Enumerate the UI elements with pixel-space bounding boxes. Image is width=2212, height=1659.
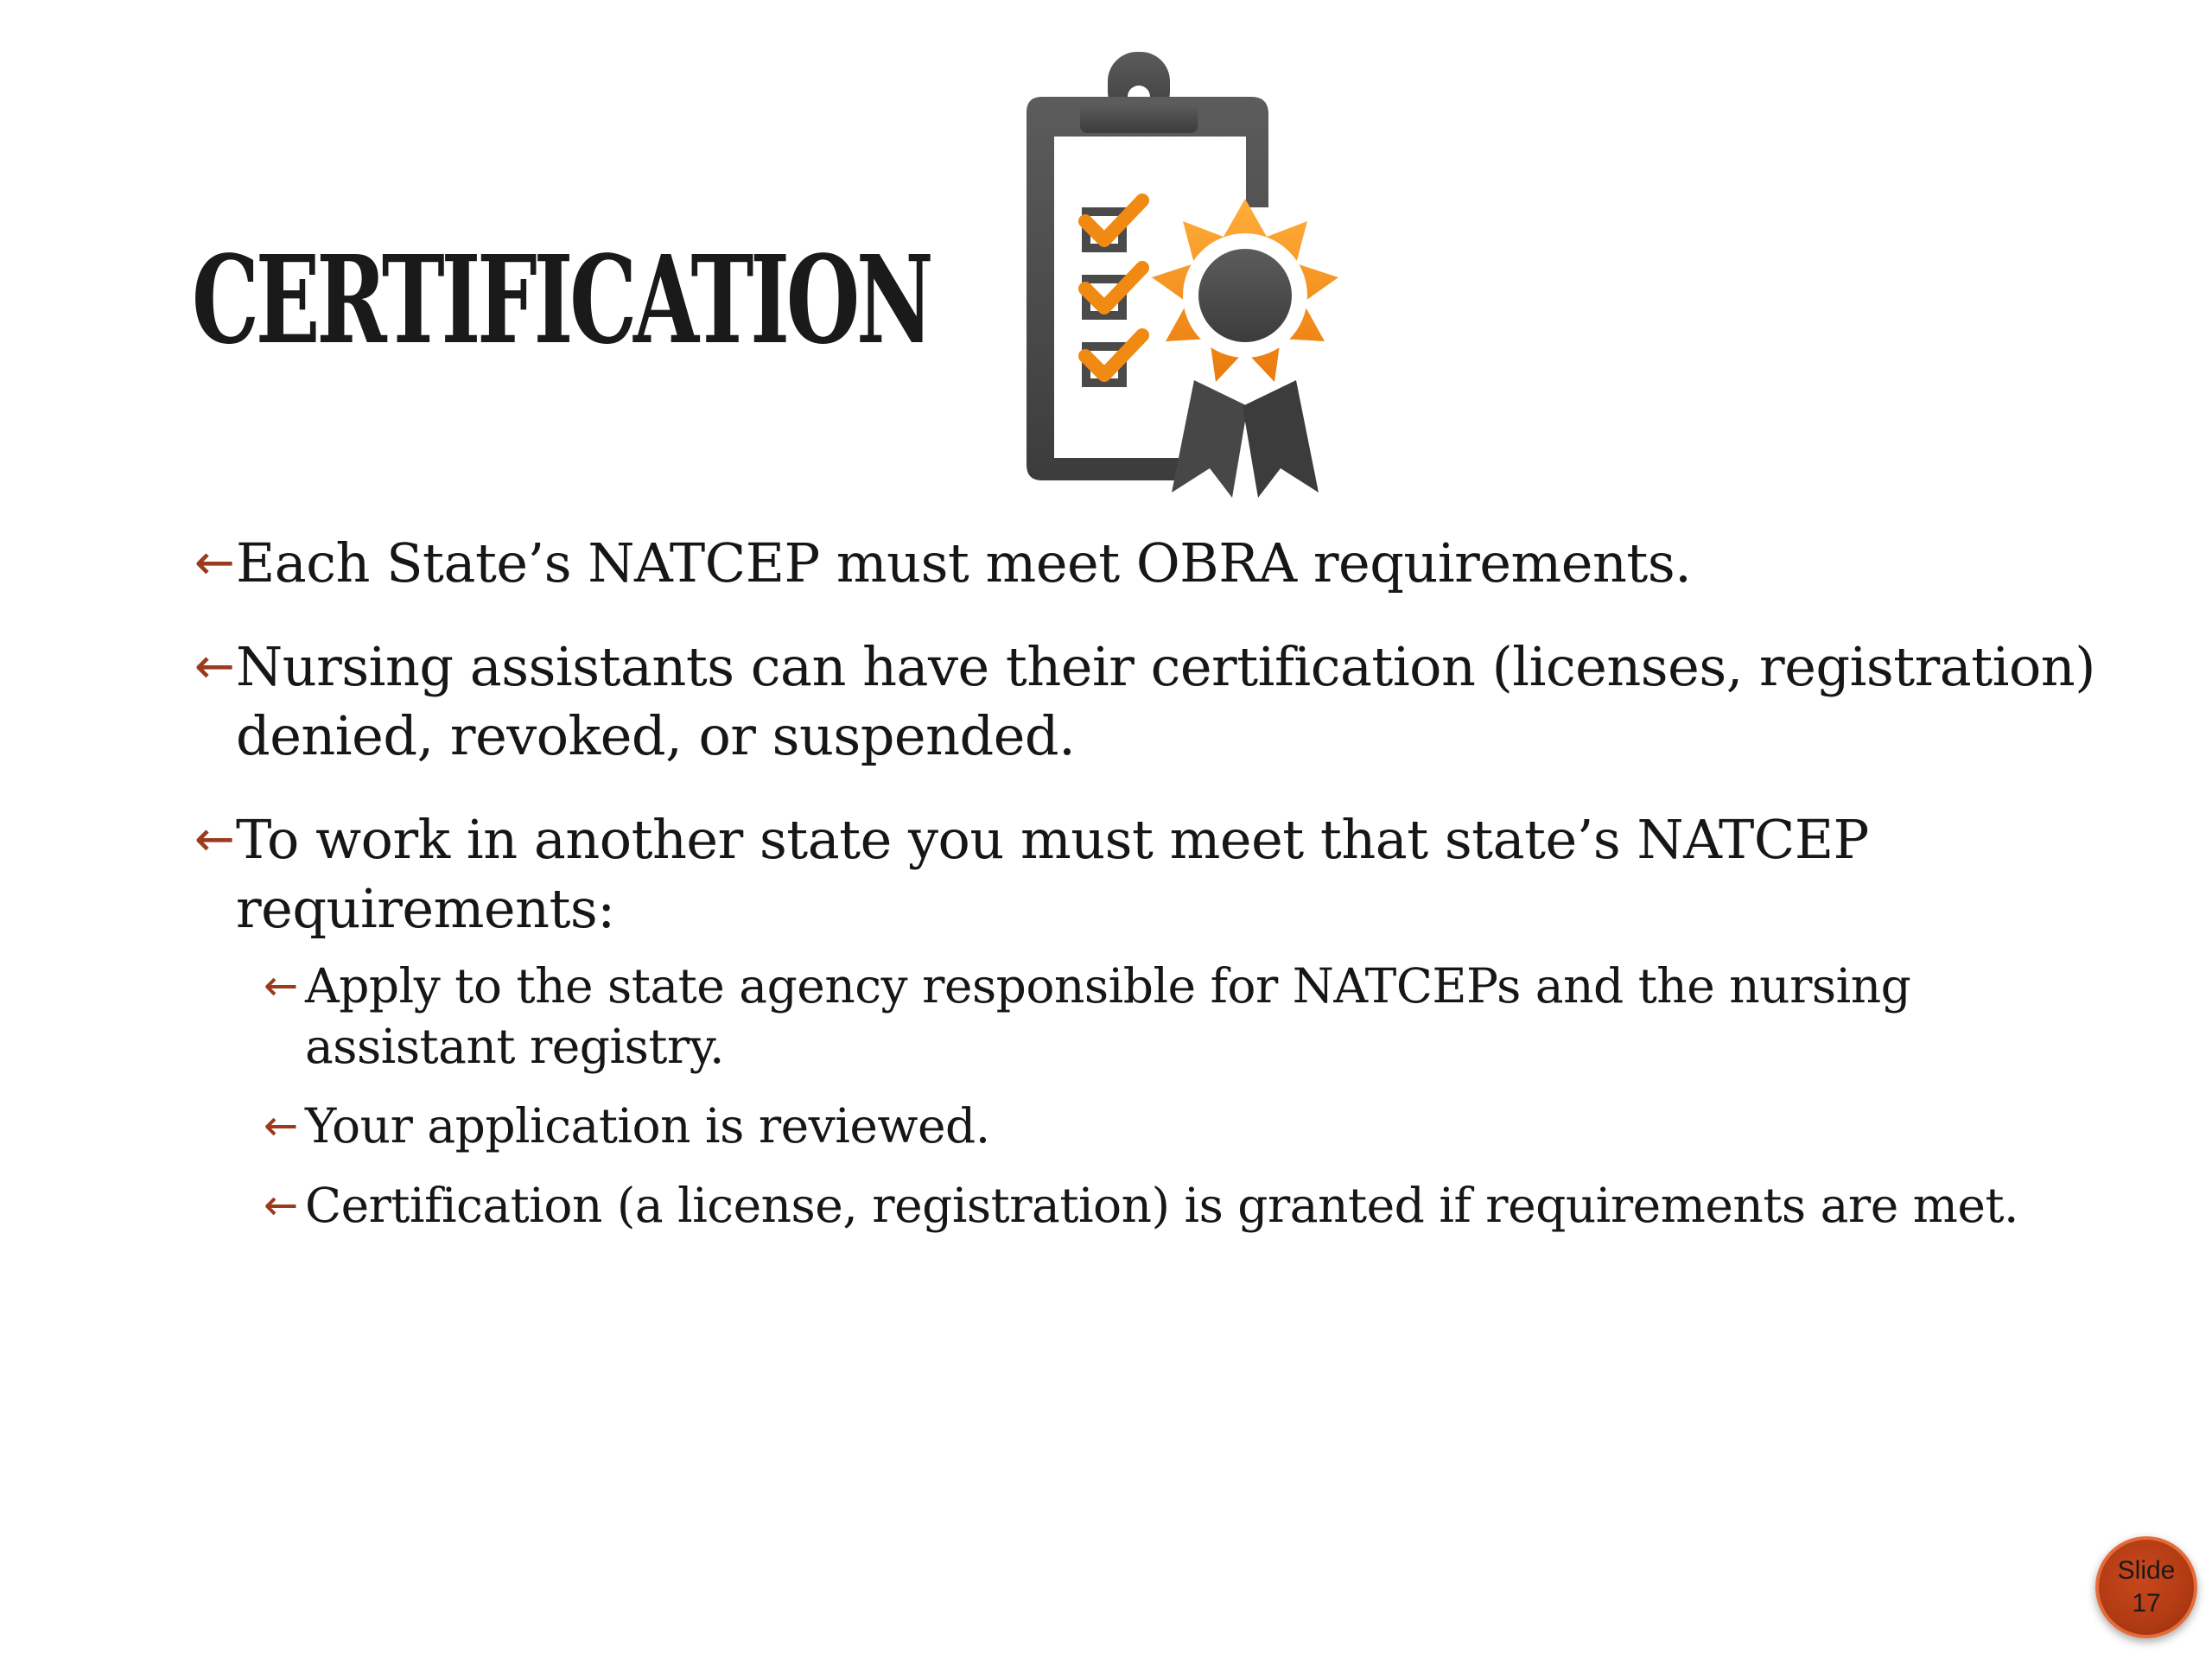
sub-bullet-text: Your application is reviewed. (305, 1098, 990, 1154)
bullet-text: To work in another state you must meet that state’s NATCEP requirements: (236, 808, 1869, 940)
sub-bullet-item (264, 956, 2095, 1077)
arrow-bullet-icon: ← (194, 639, 235, 695)
arrow-bullet-icon: ← (264, 962, 298, 1010)
bullet-item (194, 529, 2095, 598)
sub-bullet-item (264, 1096, 2095, 1156)
arrow-bullet-icon: ← (194, 535, 235, 591)
bullet-list (194, 529, 2095, 1255)
slide-number-label: Slide (2117, 1556, 2176, 1585)
bullet-item (194, 805, 2095, 944)
sub-bullet-item (264, 1175, 2095, 1236)
bullet-text: Nursing assistants can have their certification (licenses, registration) denied, revoked, or suspended. (236, 635, 2095, 767)
sub-bullet-text: Certification (a license, registration) is granted if requirements are met. (305, 1178, 2019, 1233)
slide-number-value: 17 (2132, 1589, 2161, 1618)
bullet-text: Each State’s NATCEP must meet OBRA requirements. (236, 531, 1692, 594)
bullet-item (194, 632, 2095, 771)
arrow-bullet-icon: ← (264, 1102, 298, 1150)
arrow-bullet-icon: ← (264, 1181, 298, 1230)
arrow-bullet-icon: ← (194, 811, 235, 868)
slide-title: CERTIFICATION (192, 230, 931, 372)
sub-bullet-text: Apply to the state agency responsible for NATCEPs and the nursing assistant registry. (305, 958, 1911, 1074)
clipboard-checklist-award-icon (968, 43, 1365, 510)
slide-number-badge (2095, 1536, 2197, 1638)
